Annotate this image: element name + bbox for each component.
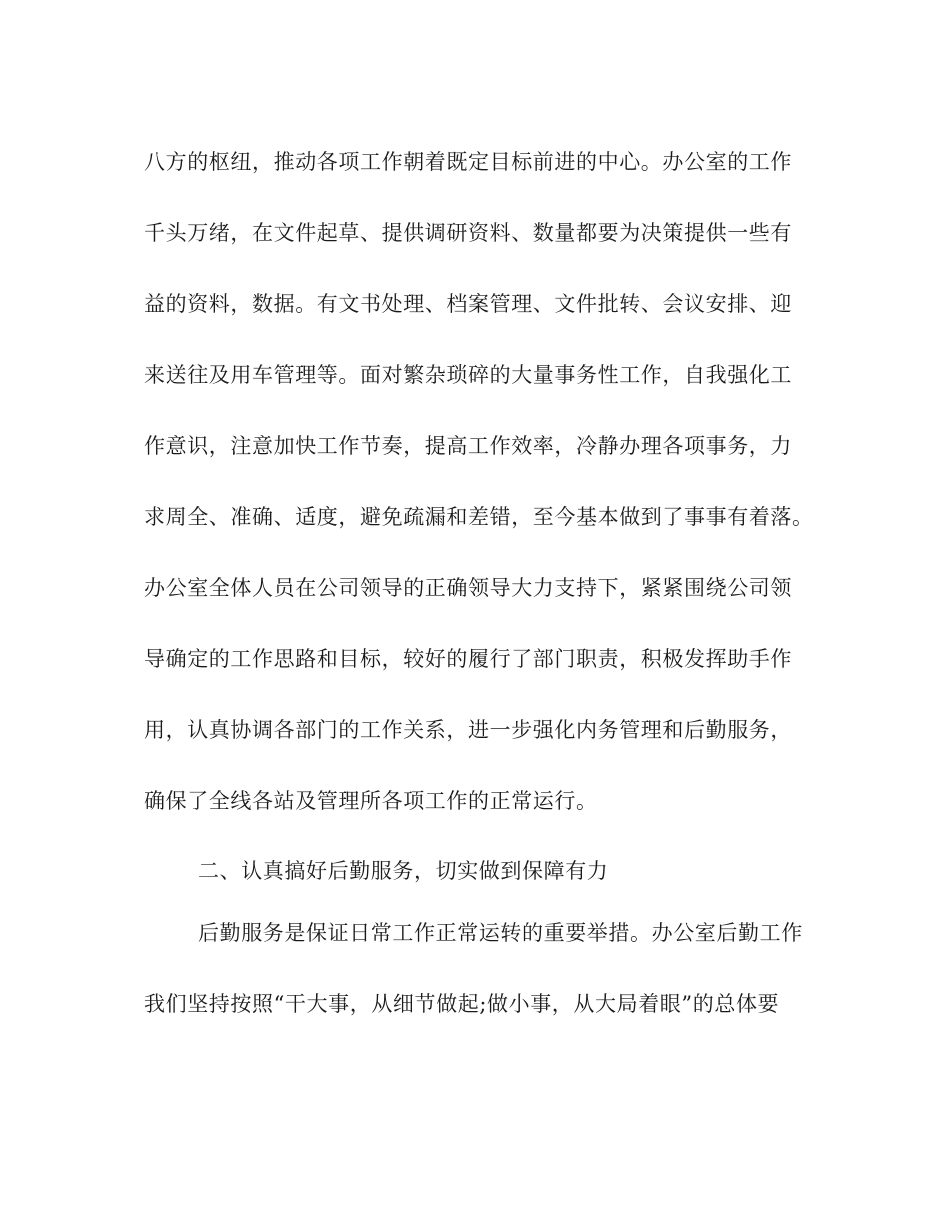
paragraph-line: 作意识，注意加快工作节奏，提高工作效率，冷静办理各项事务，力 xyxy=(144,434,792,458)
paragraph-line: 来送往及用车管理等。面对繁杂琐碎的大量事务性工作，自我强化工 xyxy=(144,363,792,387)
section-heading: 二、认真搞好后勤服务，切实做到保障有力 xyxy=(198,859,609,883)
paragraph-line: 办公室全体人员在公司领导的正确领导大力支持下，紧紧围绕公司领 xyxy=(144,576,792,600)
paragraph-line: 千头万绪，在文件起草、提供调研资料、数量都要为决策提供一些有 xyxy=(144,221,792,245)
paragraph-line: 确保了全线各站及管理所各项工作的正常运行。 xyxy=(144,789,598,813)
paragraph-line: 用，认真协调各部门的工作关系，进一步强化内务管理和后勤服务， xyxy=(144,718,792,742)
paragraph-line: 益的资料，数据。有文书处理、档案管理、文件批转、会议安排、迎 xyxy=(144,292,792,316)
paragraph-line: 求周全、准确、适度，避免疏漏和差错，至今基本做到了事事有着落。 xyxy=(144,505,814,529)
paragraph-line: 我们坚持按照“干大事，从细节做起;做小事，从大局着眼”的总体要 xyxy=(144,992,780,1016)
paragraph-line: 八方的枢纽，推动各项工作朝着既定目标前进的中心。办公室的工作 xyxy=(144,150,792,174)
paragraph-line: 后勤服务是保证日常工作正常运转的重要举措。办公室后勤工作 xyxy=(198,921,803,945)
paragraph-line: 导确定的工作思路和目标，较好的履行了部门职责，积极发挥助手作 xyxy=(144,647,792,671)
